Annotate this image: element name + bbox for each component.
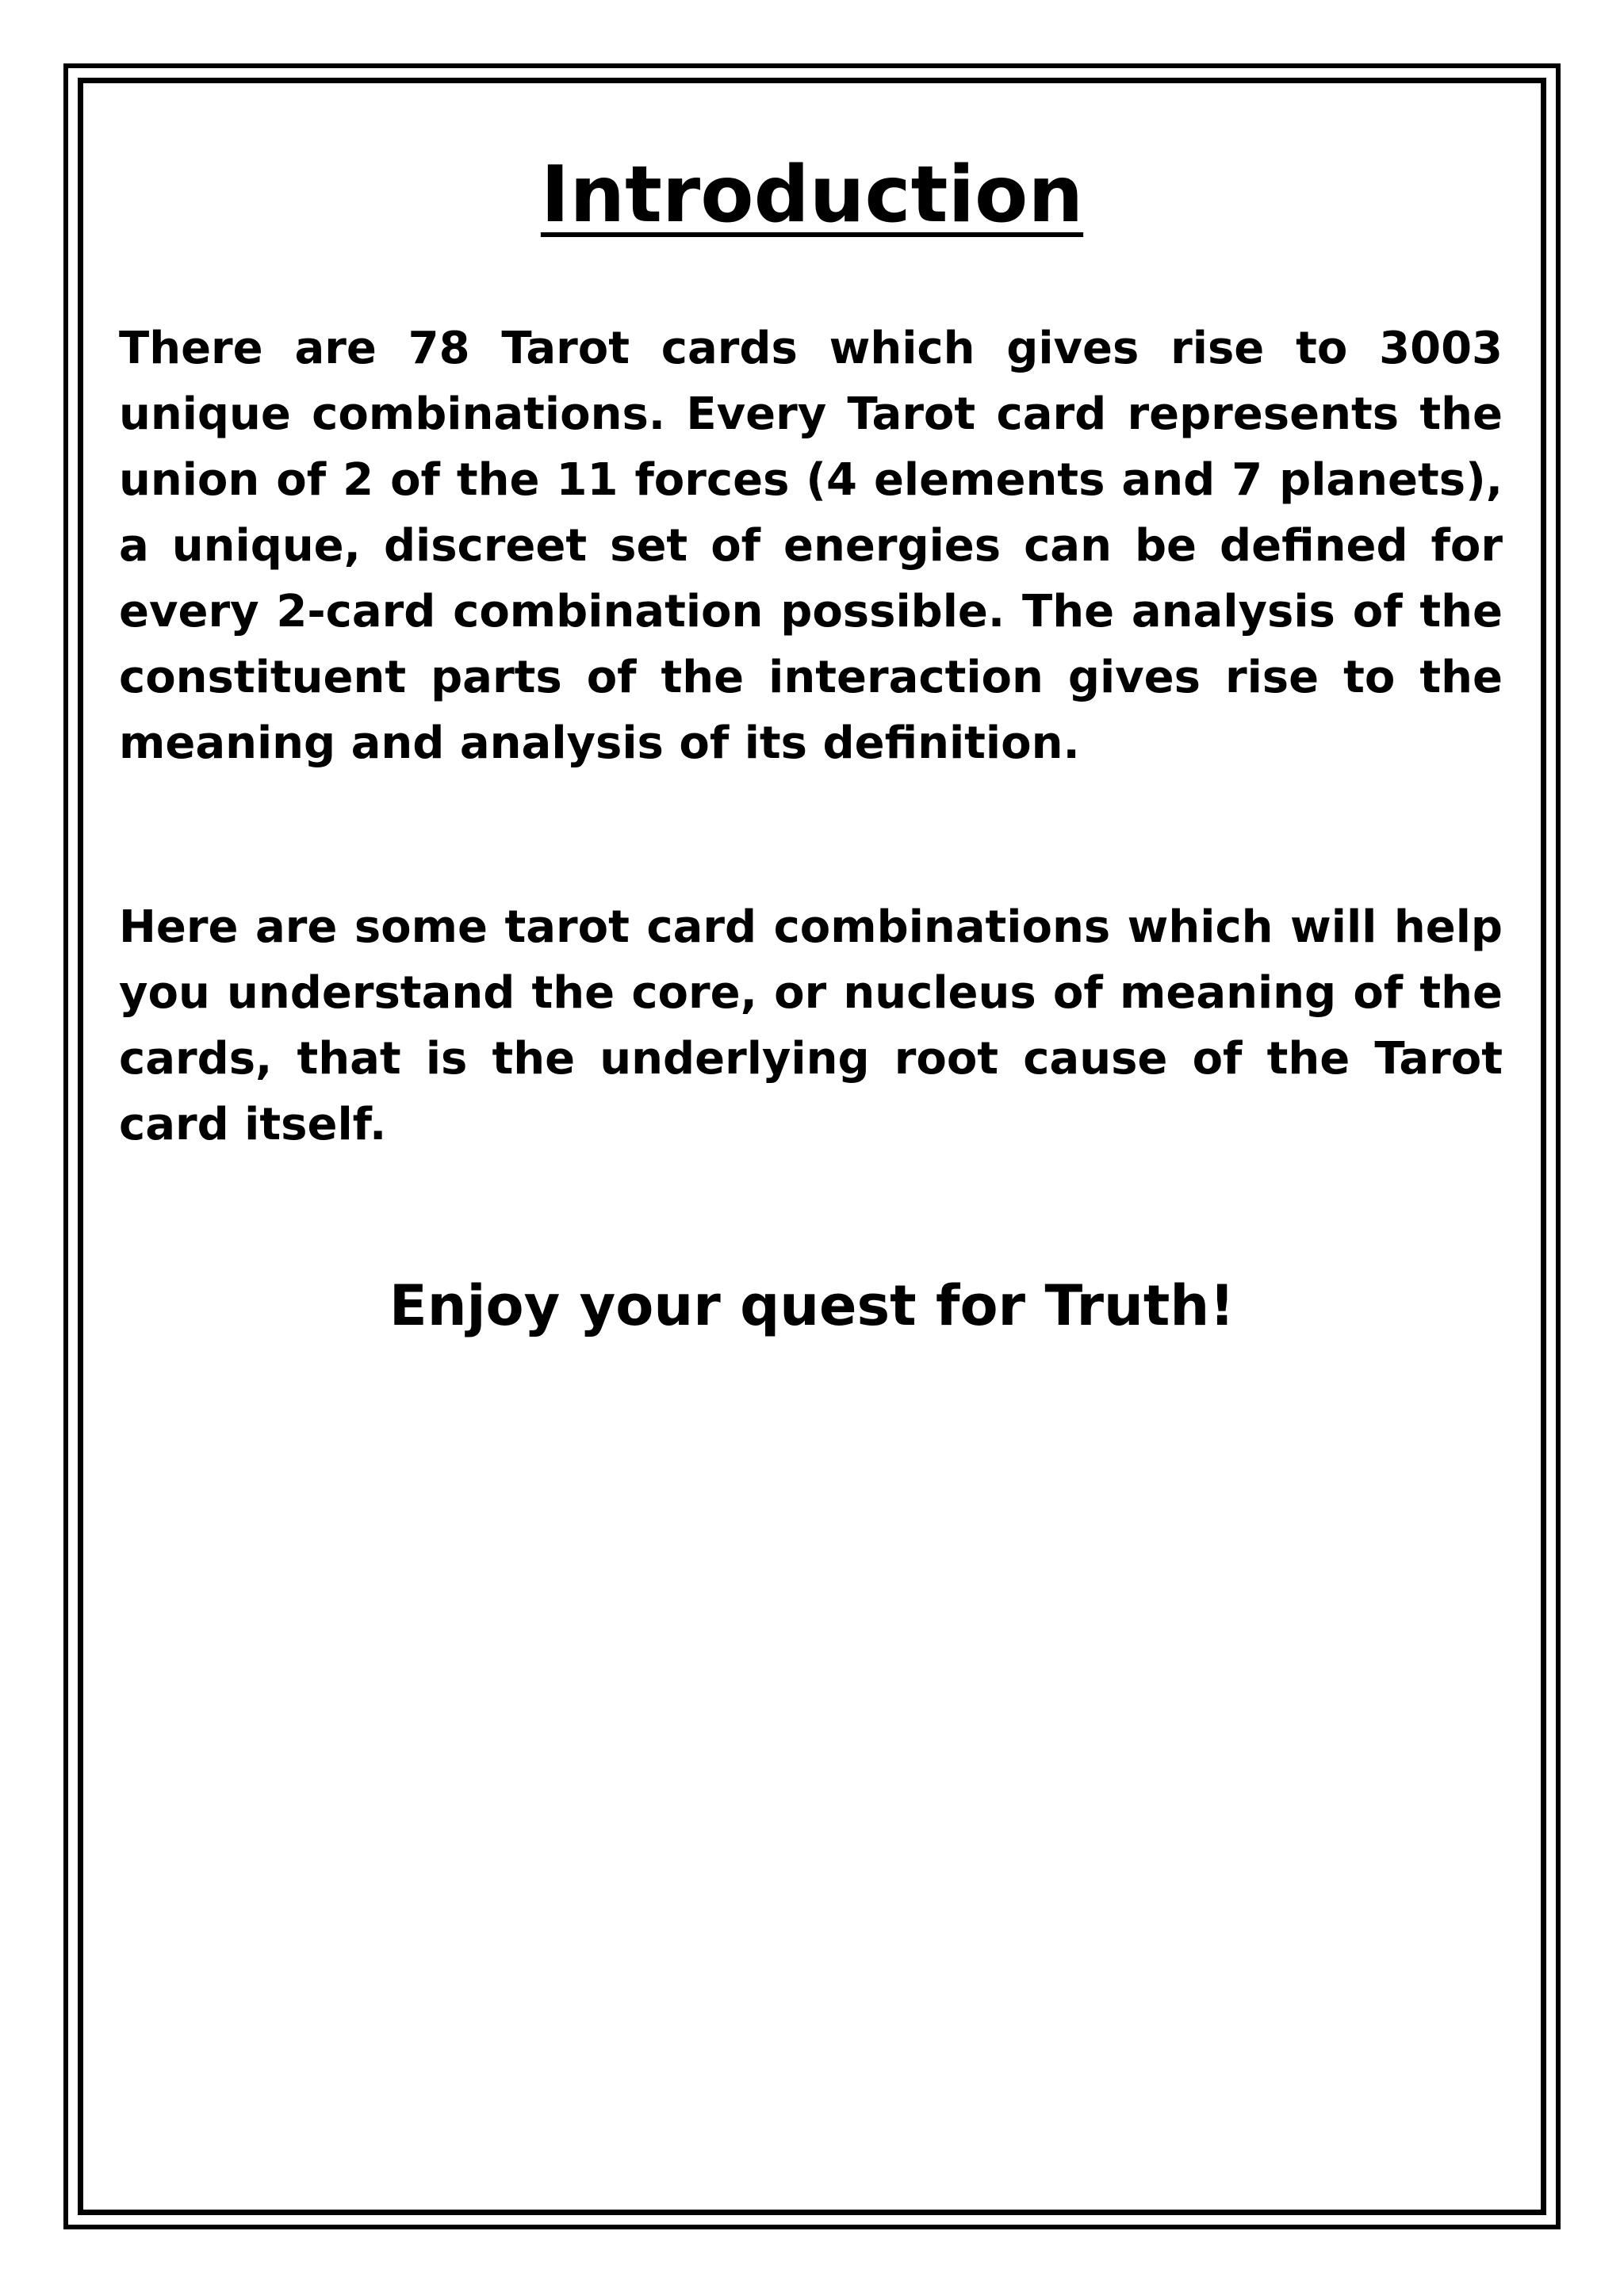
intro-paragraph-1: There are 78 Tarot cards which gives rise to 3003 unique combinations. Every Tarot card represents the union of 2 of the 11 forces (4 elements and 7 planets), a unique, discreet set of energies can be defined for every 2-card combination possible. The analysis of the constituent parts of the interaction gives rise to the meaning and analysis of its definition.	[119, 323, 1503, 769]
page-title-text: Introduction	[540, 149, 1084, 240]
intro-paragraph-2: Here are some tarot card combinations which will help you understand the core, or nucleus of meaning of the cards, that is the underlying root cause of the Tarot card itself.	[119, 901, 1503, 1150]
page-title	[0, 149, 1624, 243]
closing-line: Enjoy your quest for Truth!	[389, 1273, 1235, 1338]
